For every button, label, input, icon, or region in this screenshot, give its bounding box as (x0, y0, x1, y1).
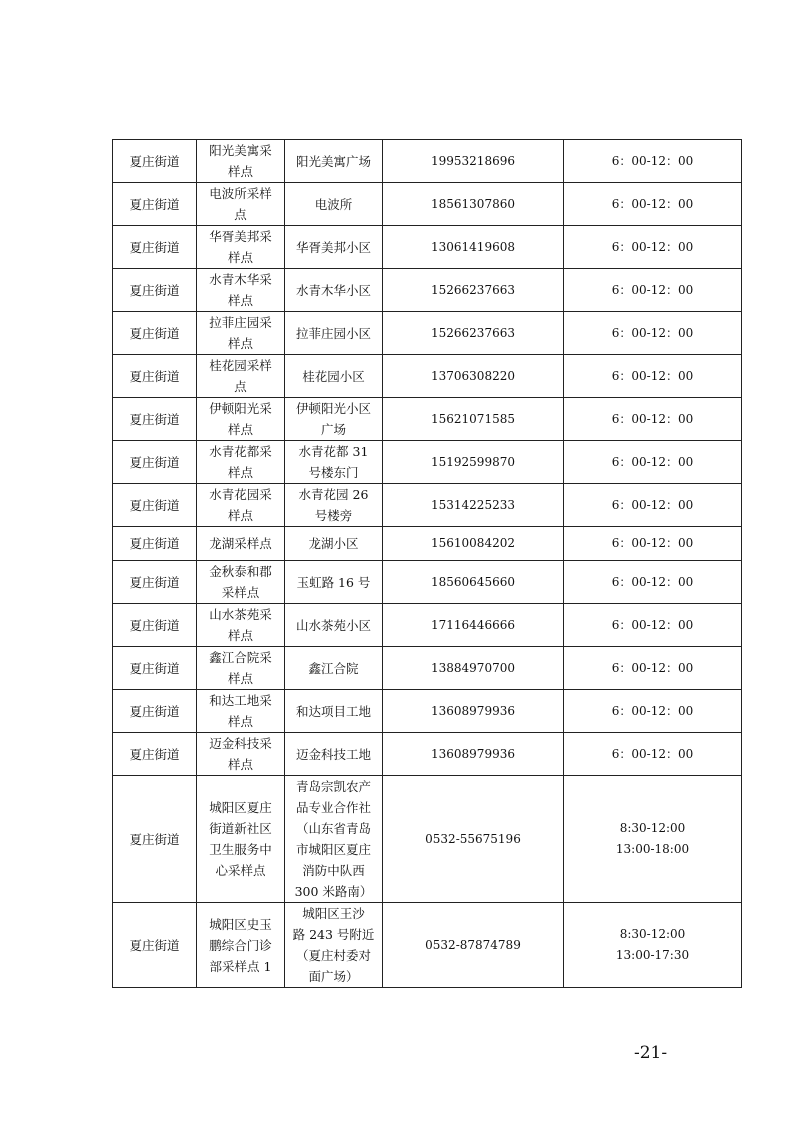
phone-cell: 18561307860 (383, 183, 564, 226)
address-cell: 山水茶苑小区 (285, 604, 383, 647)
site-name-cell: 城阳区夏庄 街道新社区 卫生服务中 心采样点 (197, 776, 285, 903)
phone-cell: 15314225233 (383, 484, 564, 527)
address-cell: 桂花园小区 (285, 355, 383, 398)
address-cell: 城阳区王沙 路 243 号附近 （夏庄村委对 面广场） (285, 903, 383, 988)
site-name-cell: 拉菲庄园采 样点 (197, 312, 285, 355)
street-cell: 夏庄街道 (113, 776, 197, 903)
table-row (113, 903, 742, 988)
site-name-cell: 华胥美邦采 样点 (197, 226, 285, 269)
table-row (113, 398, 742, 441)
street-cell: 夏庄街道 (113, 441, 197, 484)
phone-cell: 15621071585 (383, 398, 564, 441)
table-row (113, 776, 742, 903)
site-name-cell: 鑫江合院采 样点 (197, 647, 285, 690)
phone-cell: 15192599870 (383, 441, 564, 484)
phone-cell: 17116446666 (383, 604, 564, 647)
address-cell: 鑫江合院 (285, 647, 383, 690)
table-row (113, 226, 742, 269)
site-name-cell: 桂花园采样 点 (197, 355, 285, 398)
phone-cell: 0532-55675196 (383, 776, 564, 903)
street-cell: 夏庄街道 (113, 398, 197, 441)
street-cell: 夏庄街道 (113, 647, 197, 690)
time-cell: 6：00-12：00 (564, 690, 742, 733)
street-cell: 夏庄街道 (113, 183, 197, 226)
time-cell: 6：00-12：00 (564, 604, 742, 647)
street-cell: 夏庄街道 (113, 561, 197, 604)
address-cell: 水青花都 31 号楼东门 (285, 441, 383, 484)
address-cell: 电波所 (285, 183, 383, 226)
phone-cell: 15610084202 (383, 527, 564, 561)
phone-cell: 13608979936 (383, 690, 564, 733)
site-name-cell: 金秋泰和郡 采样点 (197, 561, 285, 604)
phone-cell: 19953218696 (383, 140, 564, 183)
address-cell: 阳光美寓广场 (285, 140, 383, 183)
address-cell: 青岛宗凯农产 品专业合作社 （山东省青岛 市城阳区夏庄 消防中队西 300 米路南） (285, 776, 383, 903)
address-cell: 龙湖小区 (285, 527, 383, 561)
address-cell: 玉虹路 16 号 (285, 561, 383, 604)
address-cell: 拉菲庄园小区 (285, 312, 383, 355)
site-name-cell: 城阳区史玉 鹏综合门诊 部采样点 1 (197, 903, 285, 988)
phone-cell: 18560645660 (383, 561, 564, 604)
time-cell: 6：00-12：00 (564, 527, 742, 561)
time-cell: 6：00-12：00 (564, 733, 742, 776)
street-cell: 夏庄街道 (113, 604, 197, 647)
time-cell: 6：00-12：00 (564, 355, 742, 398)
phone-cell: 13706308220 (383, 355, 564, 398)
street-cell: 夏庄街道 (113, 690, 197, 733)
phone-cell: 15266237663 (383, 312, 564, 355)
time-cell: 8:30-12:00 13:00-18:00 (564, 776, 742, 903)
street-cell: 夏庄街道 (113, 484, 197, 527)
time-cell: 6：00-12：00 (564, 269, 742, 312)
time-cell: 6：00-12：00 (564, 398, 742, 441)
street-cell: 夏庄街道 (113, 140, 197, 183)
table-row (113, 140, 742, 183)
time-cell: 6：00-12：00 (564, 647, 742, 690)
time-cell: 6：00-12：00 (564, 183, 742, 226)
time-cell: 6：00-12：00 (564, 226, 742, 269)
table-row (113, 604, 742, 647)
site-name-cell: 电波所采样 点 (197, 183, 285, 226)
table-row (113, 441, 742, 484)
address-cell: 水青花园 26 号楼旁 (285, 484, 383, 527)
table-row (113, 647, 742, 690)
street-cell: 夏庄街道 (113, 733, 197, 776)
street-cell: 夏庄街道 (113, 903, 197, 988)
site-name-cell: 水青花都采 样点 (197, 441, 285, 484)
table-row (113, 484, 742, 527)
page-number: -21- (634, 1043, 668, 1063)
time-cell: 6：00-12：00 (564, 441, 742, 484)
table-row (113, 561, 742, 604)
street-cell: 夏庄街道 (113, 527, 197, 561)
phone-cell: 15266237663 (383, 269, 564, 312)
address-cell: 和达项目工地 (285, 690, 383, 733)
site-name-cell: 山水茶苑采 样点 (197, 604, 285, 647)
address-cell: 水青木华小区 (285, 269, 383, 312)
site-name-cell: 水青花园采 样点 (197, 484, 285, 527)
table-row (113, 269, 742, 312)
time-cell: 8:30-12:00 13:00-17:30 (564, 903, 742, 988)
table-row (113, 355, 742, 398)
site-name-cell: 伊顿阳光采 样点 (197, 398, 285, 441)
table-body (113, 140, 742, 988)
time-cell: 6：00-12：00 (564, 484, 742, 527)
phone-cell: 0532-87874789 (383, 903, 564, 988)
time-cell: 6：00-12：00 (564, 561, 742, 604)
phone-cell: 13608979936 (383, 733, 564, 776)
time-cell: 6：00-12：00 (564, 140, 742, 183)
site-name-cell: 水青木华采 样点 (197, 269, 285, 312)
site-name-cell: 迈金科技采 样点 (197, 733, 285, 776)
table-row (113, 312, 742, 355)
street-cell: 夏庄街道 (113, 312, 197, 355)
address-cell: 华胥美邦小区 (285, 226, 383, 269)
sampling-sites-table (112, 139, 742, 988)
street-cell: 夏庄街道 (113, 355, 197, 398)
street-cell: 夏庄街道 (113, 269, 197, 312)
site-name-cell: 和达工地采 样点 (197, 690, 285, 733)
time-cell: 6：00-12：00 (564, 312, 742, 355)
site-name-cell: 阳光美寓采 样点 (197, 140, 285, 183)
site-name-cell: 龙湖采样点 (197, 527, 285, 561)
table-row (113, 183, 742, 226)
table-row (113, 527, 742, 561)
phone-cell: 13884970700 (383, 647, 564, 690)
table-row (113, 690, 742, 733)
address-cell: 迈金科技工地 (285, 733, 383, 776)
street-cell: 夏庄街道 (113, 226, 197, 269)
address-cell: 伊顿阳光小区 广场 (285, 398, 383, 441)
phone-cell: 13061419608 (383, 226, 564, 269)
table-row (113, 733, 742, 776)
